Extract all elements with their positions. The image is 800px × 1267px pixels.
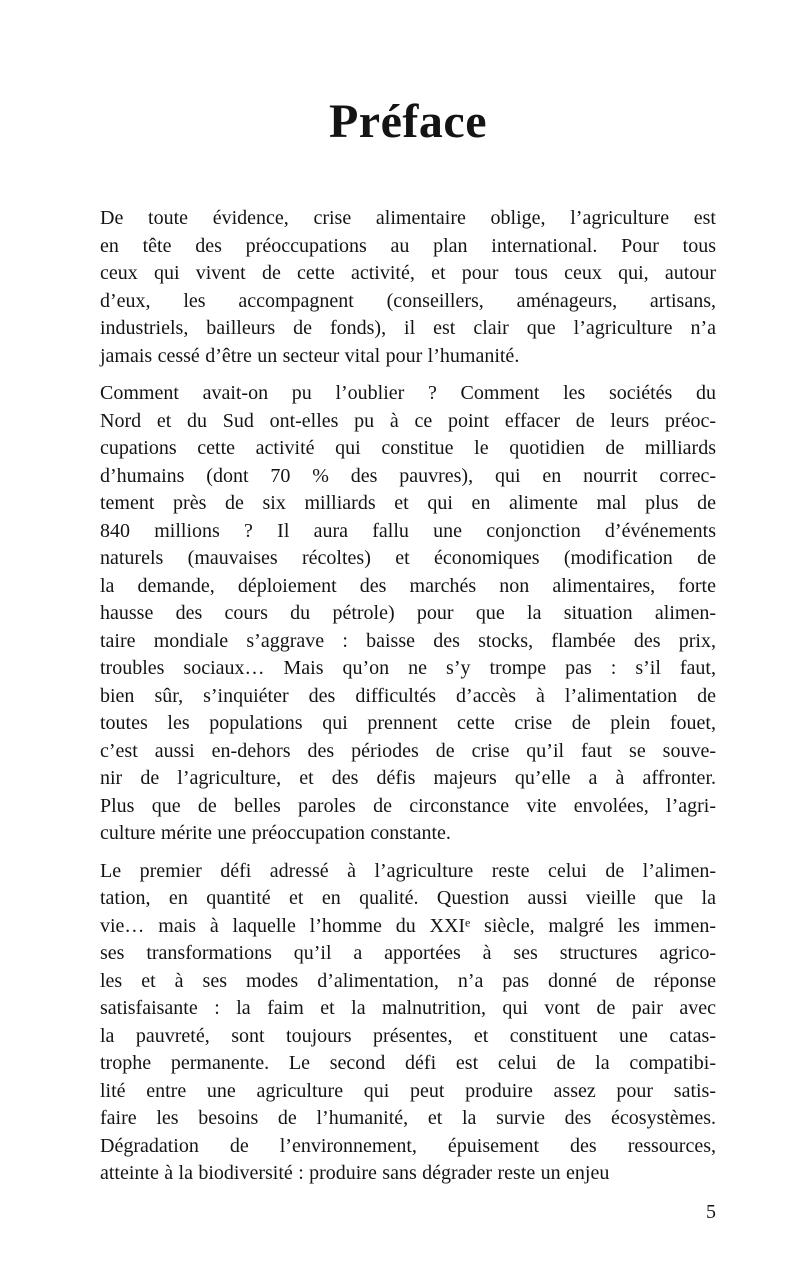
paragraph: [100, 858, 716, 1188]
text-line: les et à ses modes d’alimentation, n’a pas donné de réponse: [100, 969, 716, 992]
text-line: Nord et du Sud ont-elles pu à ce point effacer de leurs préoc-: [100, 409, 716, 432]
text-line: Comment avait-on pu l’oublier ? Comment les sociétés du: [100, 382, 716, 404]
text-line: tement près de six milliards et qui en alimente mal plus de: [100, 492, 716, 514]
text-line: Le premier défi adressé à l’agriculture reste celui de l’alimen-: [100, 859, 716, 882]
text-line: jamais cessé d’être un secteur vital pour l’humanité.: [100, 344, 520, 367]
text-line: la pauvreté, sont toujours présentes, et constituent une catas-: [100, 1024, 716, 1047]
text-line: industriels, bailleurs de fonds), il est clair que l’agriculture n’a: [100, 317, 716, 339]
text-line: faire les besoins de l’humanité, et la survie des écosystèmes.: [100, 1107, 716, 1129]
text-line: satisfaisante : la faim et la malnutrition, qui vont de pair avec: [100, 997, 716, 1019]
text-line: ceux qui vivent de cette activité, et pour tous ceux qui, autour: [100, 262, 716, 284]
text-line: culture mérite une préoccupation constante.: [100, 822, 451, 844]
text-line: toutes les populations qui prennent cette crise de plein fouet,: [100, 712, 716, 734]
text-line: lité entre une agriculture qui peut produire assez pour satis-: [100, 1079, 716, 1102]
paragraph: [100, 205, 716, 370]
page-content: [100, 205, 716, 1198]
text-line: hausse des cours du pétrole) pour que la situation alimen-: [100, 602, 716, 624]
text-line: troubles sociaux… Mais qu’on ne s’y trompe pas : s’il faut,: [100, 657, 716, 679]
text-line: Plus que de belles paroles de circonstance vite envolées, l’agri-: [100, 794, 716, 817]
text-line: taire mondiale s’aggrave : baisse des stocks, flambée des prix,: [100, 629, 716, 652]
text-line: trophe permanente. Le second défi est celui de la compatibi-: [100, 1052, 716, 1074]
page-title: Préface: [328, 95, 488, 148]
text-line: ses transformations qu’il a apportées à ses structures agrico-: [100, 942, 716, 964]
text-line: d’humains (dont 70 % des pauvres), qui en nourrit correc-: [100, 464, 716, 487]
text-line: tation, en quantité et en qualité. Question aussi vieille que la: [100, 887, 716, 909]
text-line: nir de l’agriculture, et des défis majeurs qu’elle a à affronter.: [100, 767, 716, 789]
text-line: vie… mais à laquelle l’homme du XXIᵉ siècle, malgré les immen-: [100, 914, 716, 937]
text-line: Dégradation de l’environnement, épuisement des ressources,: [100, 1134, 716, 1157]
text-line: De toute évidence, crise alimentaire oblige, l’agriculture est: [100, 207, 716, 229]
text-line: 840 millions ? Il aura fallu une conjonction d’événements: [100, 519, 716, 542]
text-line: bien sûr, s’inquiéter des difficultés d’accès à l’alimentation de: [100, 684, 716, 707]
text-line: atteinte à la biodiversité : produire sans dégrader reste un enjeu: [100, 1162, 610, 1184]
text-line: d’eux, les accompagnent (conseillers, aménageurs, artisans,: [100, 289, 716, 312]
text-line: c’est aussi en-dehors des périodes de crise qu’il faut se souve-: [100, 739, 716, 762]
text-line: naturels (mauvaises récoltes) et économiques (modification de: [100, 547, 716, 569]
text-line: cupations cette activité qui constitue le quotidien de milliards: [100, 437, 716, 459]
paragraph: [100, 380, 716, 848]
text-line: en tête des préoccupations au plan international. Pour tous: [100, 234, 716, 257]
text-line: la demande, déploiement des marchés non alimentaires, forte: [100, 574, 716, 597]
page-number: 5: [706, 1201, 716, 1223]
